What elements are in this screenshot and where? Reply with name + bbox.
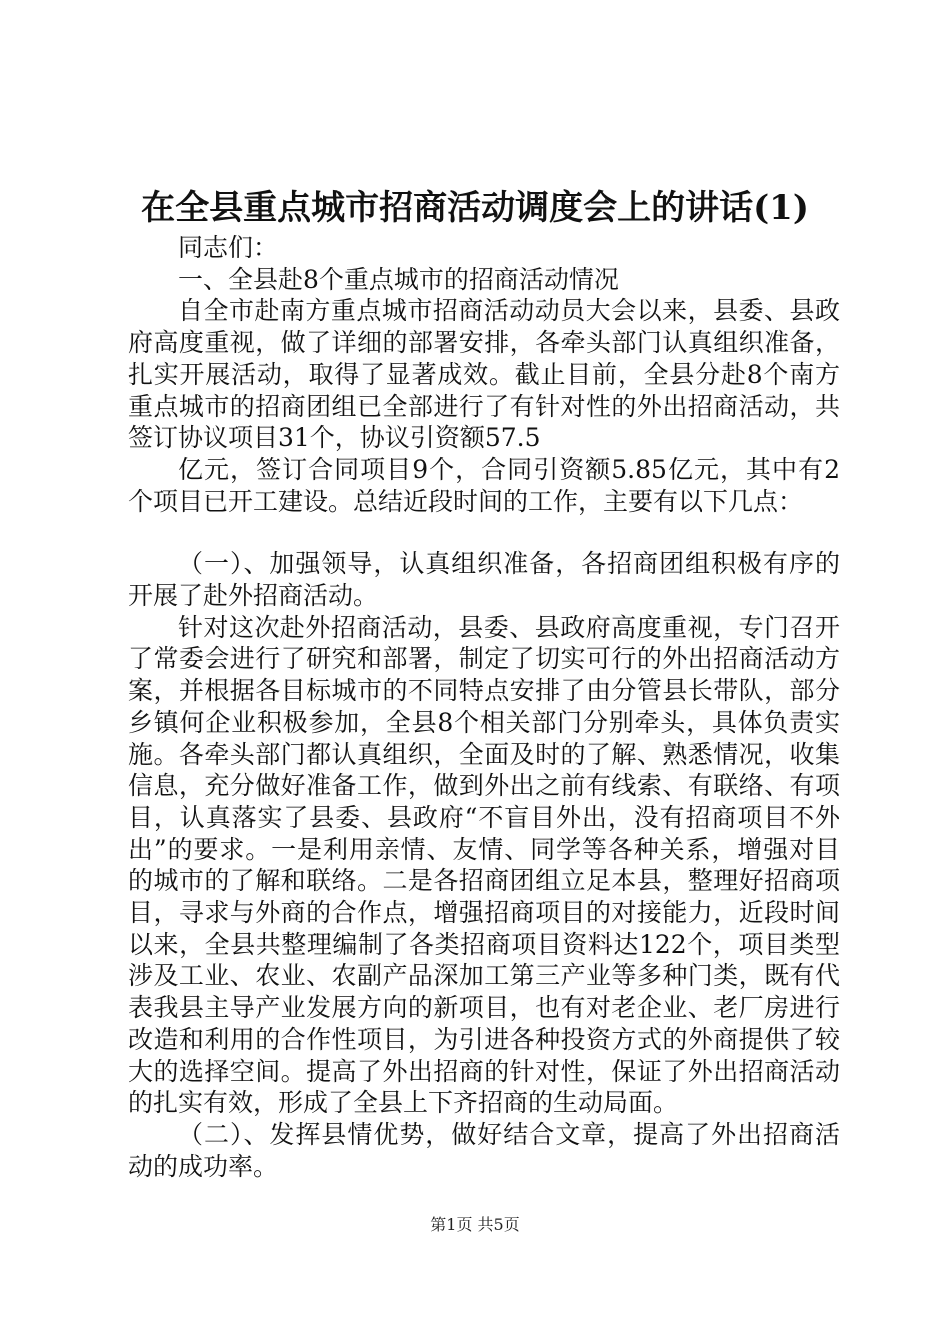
- paragraph-details: 针对这次赴外招商活动，县委、县政府高度重视，专门召开了常委会进行了研究和部署，制定了切实可行的外出招商活动方案，并根据各目标城市的不同特点安排了由分管县长带队，部分乡镇何企业积极参加，全县8个相关部门分别牵头，具体负责实施。各牵头部门都认真组织，全面及时的了解、熟悉情况，收集信息，充分做好准备工作，做到外出之前有线索、有联络、有项目，认真落实了县委、县政府“不盲目外出，没有招商项目不外出”的要求。一是利用亲情、友情、同学等各种关系，增强对目的城市的了解和联络。二是各招商团组立足本县，整理好招商项目，寻求与外商的合作点，增强招商项目的对接能力，近段时间以来，全县共整理编制了各类招商项目资料达122个，项目类型涉及工业、农业、农副产品深加工第三产业等多种门类，既有代表我县主导产业发展方向的新项目，也有对老企业、老厂房进行改造和利用的合作性项目，为引进各种投资方式的外商提供了较大的选择空间。提高了外出招商的针对性，保证了外出招商活动的扎实有效，形成了全县上下齐招商的生动局面。: [128, 612, 840, 1118]
- document-title: 在全县重点城市招商活动调度会上的讲话(1): [141, 188, 809, 228]
- paragraph-section-heading: 一、全县赴8个重点城市的招商活动情况: [178, 264, 619, 294]
- paragraph-results: 亿元，签订合同项目9个，合同引资额5.85亿元，其中有2个项目已开工建设。总结近段时间的工作，主要有以下几点：: [128, 454, 840, 516]
- paragraph-salutation: 同志们：: [178, 233, 279, 262]
- paragraph-subheading-2: （二）、发挥县情优势，做好结合文章，提高了外出招商活动的成功率。: [128, 1119, 840, 1181]
- page-footer: 第1页 共5页: [430, 1215, 520, 1234]
- paragraph-overview: 自全市赴南方重点城市招商活动动员大会以来，县委、县政府高度重视，做了详细的部署安排，各牵头部门认真组织准备，扎实开展活动，取得了显著成效。截止目前，全县分赴8个南方重点城市的招商团组已全部进行了有针对性的外出招商活动，共签订协议项目31个，协议引资额57.5: [128, 296, 840, 453]
- document-body: [128, 232, 840, 1182]
- paragraph-subheading-1: （一）、加强领导，认真组织准备，各招商团组积极有序的开展了赴外招商活动。: [128, 549, 840, 611]
